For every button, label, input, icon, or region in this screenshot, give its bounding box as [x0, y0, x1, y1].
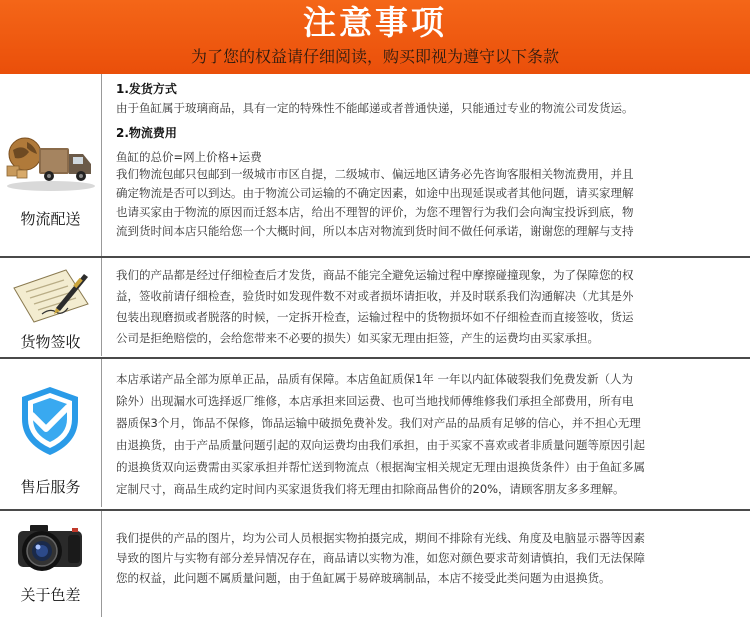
section-logistics-label: 物流配送 [20, 210, 81, 228]
after-sales-line: 定制尺寸，商品生成约定时间内买家退货我们将无理由扣除商品售价的20%，请顾客朋友多多理解。 [116, 482, 625, 496]
column-divider [101, 359, 102, 507]
column-divider [101, 74, 102, 256]
section-logistics [0, 74, 750, 256]
shipping-fee-formula: 鱼缸的总价=网上价格+运费 [116, 150, 262, 164]
section-receipt-label: 货物签收 [20, 333, 81, 351]
after-sales-line: 本店承诺产品全部为原单正品，品质有保障。本店鱼缸质保1年 一年以内缸体破裂我们免费发新（人为 [116, 372, 633, 386]
shipping-fee-heading: 2.物流费用 [116, 126, 177, 140]
section-after-sales-content [116, 368, 728, 500]
header-banner [0, 0, 750, 74]
receipt-line: 公司是拒绝赔偿的，会给您带来不必要的损失）如买家无理由拒签，产生的运费均由买家承担。 [116, 331, 599, 345]
section-color-diff [0, 511, 750, 617]
shield-icon [18, 385, 82, 457]
shipping-method-text: 由于鱼缸属于玻璃商品，具有一定的特殊性不能邮递或者普通快递，只能通过专业的物流公司发货运。 [116, 101, 634, 115]
after-sales-line: 器质保3个月，饰品不保修，饰品运输中破损免费补发。我们对产品的品质有足够的信心，并不担心无理 [116, 416, 641, 430]
section-color-diff-icon-cell [0, 511, 101, 617]
column-divider [101, 511, 102, 617]
shipping-fee-line: 也请买家由于物流的原因而迁怒本店，给出不理智的评价，为您不理智行为我们会向淘宝投诉到底，物 [116, 205, 634, 219]
section-logistics-content [116, 80, 728, 241]
delivery-truck-icon [3, 130, 99, 192]
section-receipt-icon-cell [0, 258, 101, 356]
shipping-fee-line: 我们物流包邮只包邮到一级城市市区自提，二级城市、偏远地区请务必先咨询客服相关物流费用，并且 [116, 167, 634, 181]
shipping-method-heading: 1.发货方式 [116, 82, 177, 96]
section-after-sales [0, 359, 750, 507]
section-color-diff-label: 关于色差 [20, 586, 81, 604]
receipt-line: 包装出现磨损或者脱落的时候，一定拆开检查，运输过程中的货物损坏如不仔细检查而直接签收，货运 [116, 310, 634, 324]
shipping-fee-line: 确定物流是否可以到达。由于物流公司运输的不确定因素，如途中出现延误或者其他问题，请买家理解 [116, 186, 634, 200]
color-diff-line: 我们提供的产品的图片，均为公司人员根据实物拍摄完成，期间不排除有光线、角度及电脑显示器等因素 [116, 531, 645, 545]
section-receipt-content [116, 265, 728, 349]
page-title: 注意事项 [303, 3, 447, 42]
page-subtitle: 为了您的权益请仔细阅读，购买即视为遵守以下条款 [190, 47, 559, 66]
after-sales-line: 除外）出现漏水可选择返厂维修，本店承担来回运费、也可当地找师傅维修我们承担全部费用，所有电 [116, 394, 634, 408]
color-diff-line: 导致的图片与实物有部分差异情况存在，商品请以实物为准，如您对颜色要求苛刻请慎拍，我们无法保障 [116, 551, 645, 565]
section-receipt [0, 258, 750, 356]
shipping-fee-line: 流到货时间本店只能给您一个大概时间，所以本店对物流到货时间不做任何承诺，谢谢您的理解与支持 [116, 224, 634, 238]
receipt-line: 益，签收前请仔细检查，验货时如发现件数不对或者损坏请拒收，并及时联系我们沟通解决（尤其是外 [116, 289, 634, 303]
section-after-sales-label: 售后服务 [20, 478, 81, 496]
camera-icon [8, 519, 90, 577]
after-sales-line: 由退换货，由于产品质量问题引起的双向运费均由我们承担，由于买家不喜欢或者非质量问题等原因引起 [116, 438, 645, 452]
after-sales-line: 的退换货双向运费需由买家承担并帮忙送到物流点（根据淘宝相关规定无理由退换货条件）由于鱼缸多属 [116, 460, 645, 474]
receipt-line: 我们的产品都是经过仔细检查后才发货，商品不能完全避免运输过程中摩擦碰撞现象，为了保障您的权 [116, 268, 634, 282]
signature-document-icon [8, 264, 94, 326]
column-divider [101, 258, 102, 356]
color-diff-line: 您的权益，此问题不属质量问题，由于鱼缸属于易碎玻璃制品，本店不接受此类问题为由退换货。 [116, 571, 611, 585]
section-after-sales-icon-cell [0, 359, 101, 507]
section-logistics-icon-cell [0, 74, 101, 256]
section-color-diff-content [116, 528, 728, 588]
